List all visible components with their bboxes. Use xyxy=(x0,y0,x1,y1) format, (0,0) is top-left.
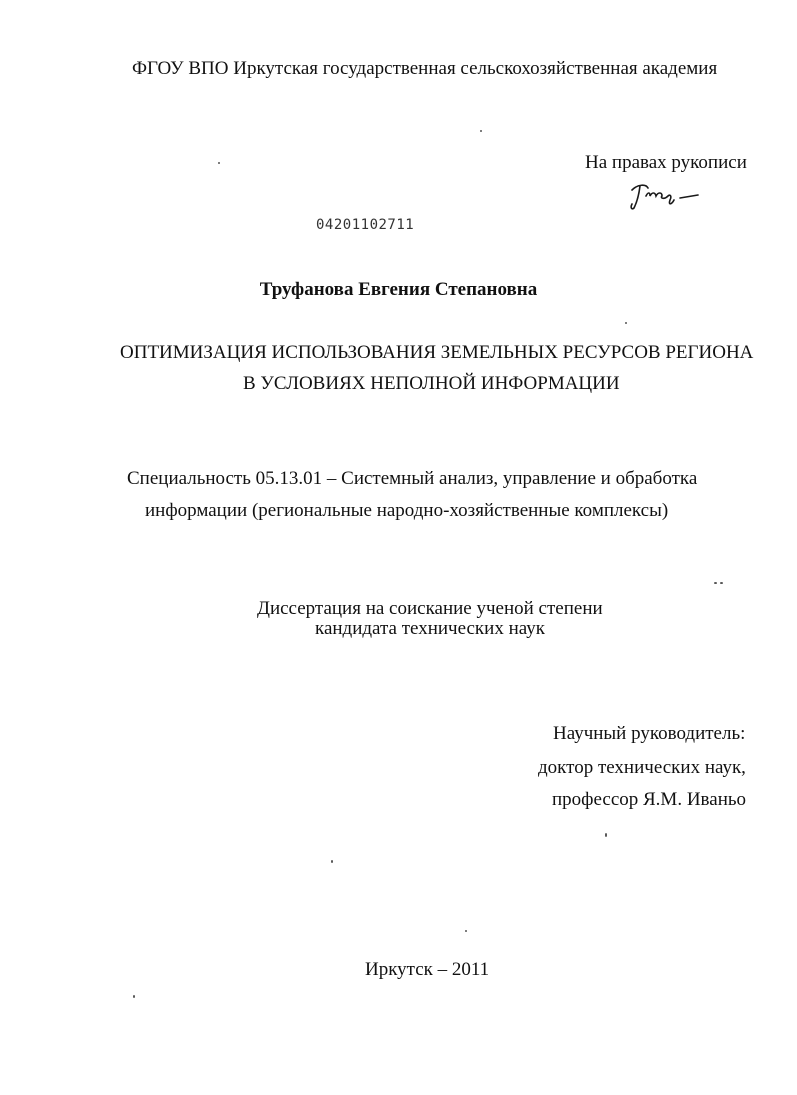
scan-speck xyxy=(465,930,467,932)
dissertation-title-line-1: ОПТИМИЗАЦИЯ ИСПОЛЬЗОВАНИЯ ЗЕМЕЛЬНЫХ РЕСУРСОВ РЕГИОНА xyxy=(120,342,754,363)
manuscript-rights-note: На правах рукописи xyxy=(585,152,747,173)
supervisor-degree: доктор технических наук, xyxy=(538,757,746,778)
archive-code: 04201102711 xyxy=(316,217,415,233)
scan-speck xyxy=(625,322,627,324)
scan-speck xyxy=(714,582,717,584)
handwritten-signature-icon xyxy=(628,182,700,212)
city-year: Иркутск – 2011 xyxy=(365,959,490,980)
scan-speck xyxy=(480,130,482,132)
scan-speck xyxy=(720,582,723,584)
dissertation-title-line-2: В УСЛОВИЯХ НЕПОЛНОЙ ИНФОРМАЦИИ xyxy=(243,373,620,394)
specialty-line-1: Специальность 05.13.01 – Системный анализ, управление и обработка xyxy=(127,468,698,489)
scan-speck xyxy=(331,860,333,863)
scan-speck xyxy=(218,162,220,164)
supervisor-name: профессор Я.М. Иваньо xyxy=(552,789,747,810)
degree-line-2: кандидата технических наук xyxy=(315,618,545,639)
author-name: Труфанова Евгения Степановна xyxy=(259,279,538,300)
degree-line-1: Диссертация на соискание ученой степени xyxy=(257,598,603,619)
supervisor-label: Научный руководитель: xyxy=(553,723,746,744)
institution-name: ФГОУ ВПО Иркутская государственная сельскохозяйственная академия xyxy=(132,58,718,79)
specialty-line-2: информации (региональные народно-хозяйственные комплексы) xyxy=(145,500,669,521)
scan-speck xyxy=(605,833,607,837)
scan-speck xyxy=(133,995,135,998)
